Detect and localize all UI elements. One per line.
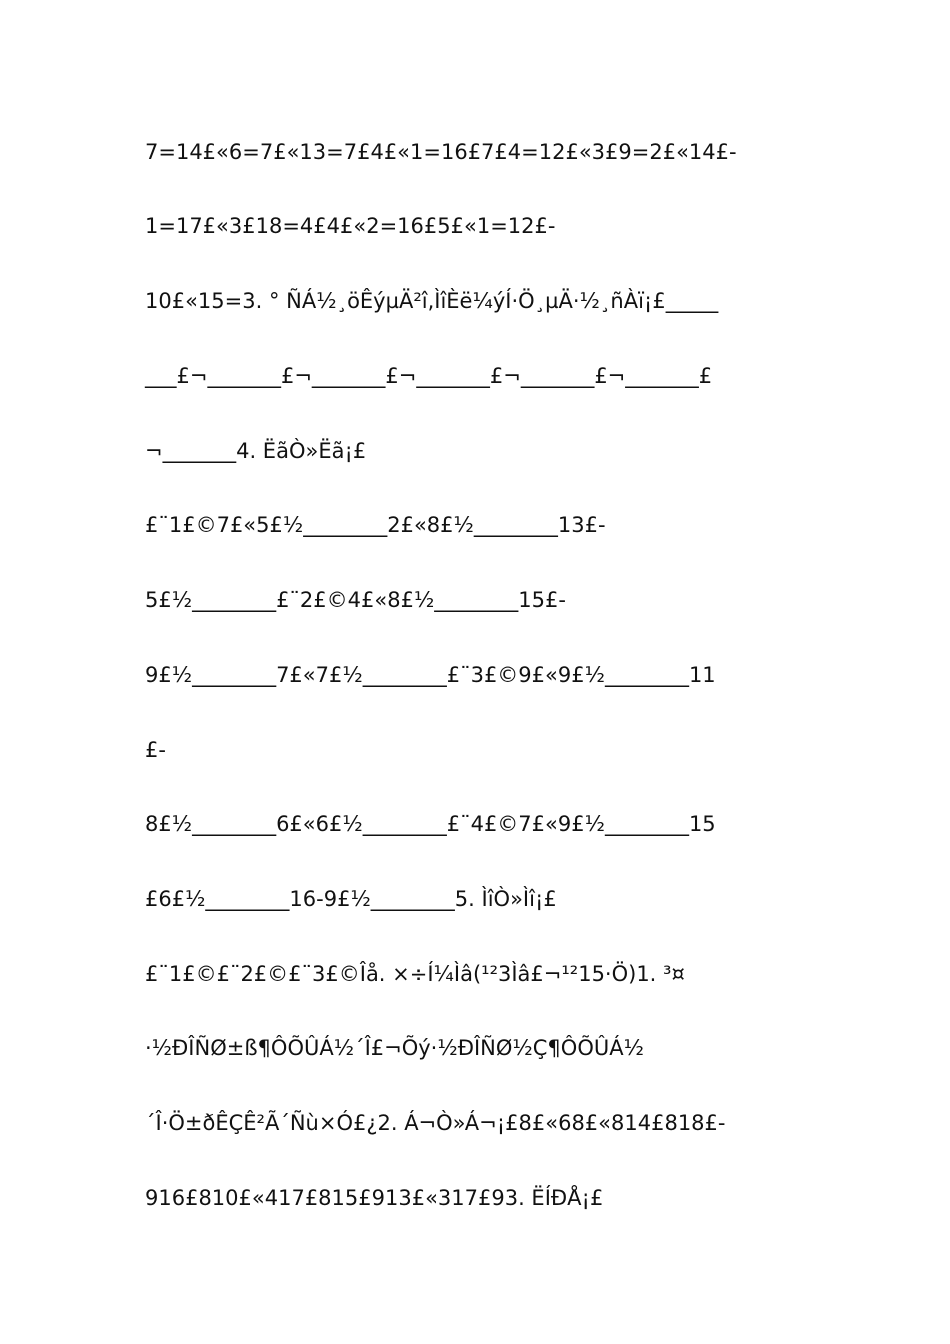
text-line-15: 916£810£«417£815£913£«317£93. ËÍÐÅ¡£ (145, 1186, 604, 1210)
text-line-11: £6£½________16-9£½________5. ÌîÒ»Ìî¡£ (145, 887, 557, 911)
text-line-13: ·½ÐÎÑØ±ß¶ÔÕÛÁ½´Î£¬Õý·½ÐÎÑØ½Ç¶ÔÕÛÁ½ (145, 1036, 644, 1060)
text-line-8: 9£½________7£«7£½________£¨3£©9£«9£½________11 (145, 663, 716, 687)
text-line-14: ´Î·Ö±ðÊÇÊ²Ã´Ñù×Ó£¿2. Á¬Ò»Á¬¡£8£«68£«814£818£- (145, 1111, 726, 1135)
text-line-10: 8£½________6£«6£½________£¨4£©7£«9£½________15 (145, 812, 716, 836)
text-line-6: £¨1£©7£«5£½________2£«8£½________13£- (145, 513, 606, 537)
text-line-9: £- (145, 738, 166, 762)
text-line-1: 7=14£«6=7£«13=7£4£«1=16£7£4=12£«3£9=2£«14£- (145, 140, 737, 164)
text-line-7: 5£½________£¨2£©4£«8£½________15£- (145, 588, 566, 612)
text-line-5: ¬_______4. ËãÒ»Ëã¡£ (145, 439, 367, 463)
text-line-12: £¨1£©£¨2£©£¨3£©Îå. ×÷Í¼Ìâ(¹²3Ìâ£¬¹²15·Ö)1. ³¤ (145, 962, 685, 986)
text-line-4: ___£¬_______£¬_______£¬_______£¬_______£¬_______£ (145, 364, 713, 388)
text-line-2: 1=17£«3£18=4£4£«2=16£5£«1=12£- (145, 214, 556, 238)
text-line-3: 10£«15=3. ° ÑÁ½¸öÊýµÄ²î,ÌîÈë¼ýÍ·Ö¸µÄ·½¸ñÀï¡£_____ (145, 289, 719, 313)
